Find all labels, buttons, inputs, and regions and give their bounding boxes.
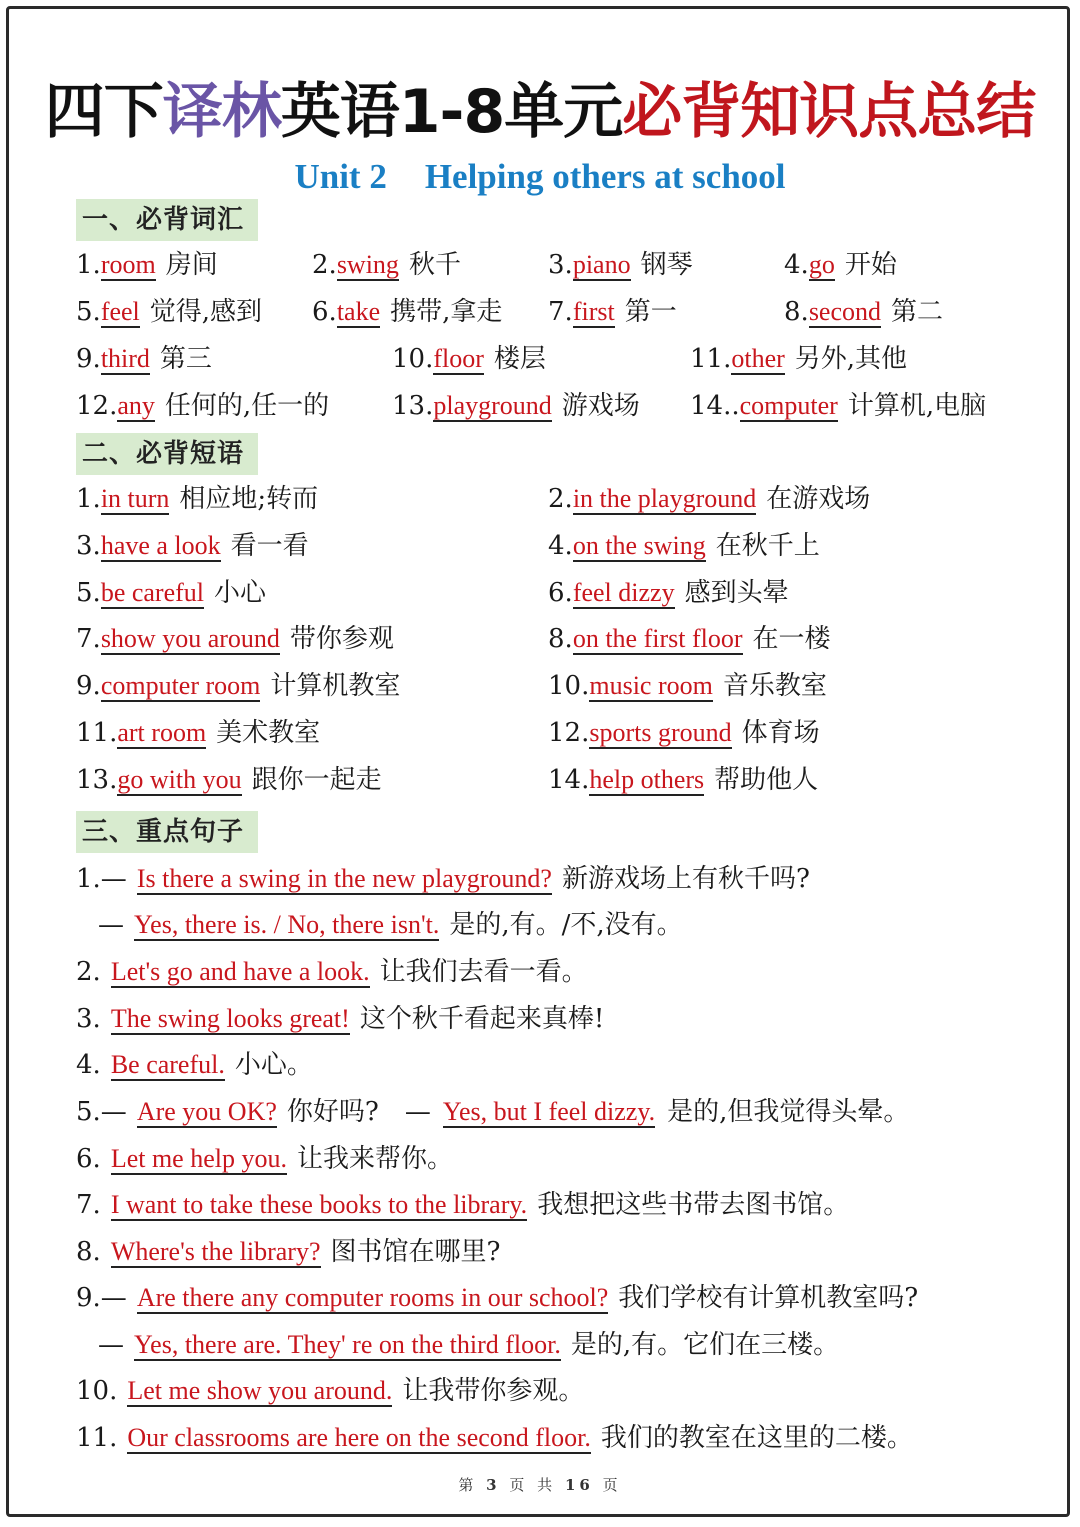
item-number: 9.— — [76, 1283, 127, 1313]
vocab-item — [76, 339, 212, 379]
footer-mid: 页 共 — [509, 1476, 557, 1494]
item-number: 6. — [548, 577, 573, 608]
item-english: Our classrooms are here on the second floor. — [127, 1423, 591, 1452]
item-chinese: 是的,有。它们在三楼。 — [570, 1330, 840, 1360]
item-number: 5.— — [76, 1097, 127, 1127]
item-chinese: 让我们去看一看。 — [379, 957, 588, 987]
item-english: on the swing — [572, 530, 706, 560]
section-vocab-heading: 一、必背词汇 — [76, 199, 258, 241]
title-grade: 四下 — [44, 77, 163, 147]
sentence-item — [76, 1092, 909, 1132]
item-english: Let me help you. — [110, 1144, 287, 1173]
item-english: any — [117, 391, 155, 420]
item-chinese: 开始 — [844, 250, 897, 280]
footer-page-number: 3 — [486, 1476, 501, 1494]
sentence-item — [76, 999, 604, 1039]
item-chinese: 另外,其他 — [794, 344, 908, 374]
item-english: on the first floor — [572, 624, 743, 654]
phrase-item — [548, 619, 831, 659]
item-number: 13. — [76, 764, 118, 795]
item-chinese: 这个秋千看起来真棒! — [359, 1004, 605, 1034]
item-chinese: 小心 — [214, 577, 267, 608]
item-english: Let me show you around. — [127, 1376, 393, 1405]
item-number: 6. — [312, 297, 337, 327]
item-number: — — [98, 910, 124, 940]
item-chinese: 游戏场 — [561, 391, 640, 421]
item-number: 10. — [548, 671, 590, 702]
phrase-item — [76, 760, 382, 800]
item-number: 8. — [548, 624, 573, 655]
item-chinese: 美术教室 — [216, 718, 321, 748]
item-number: 11. — [76, 718, 118, 748]
sentence-item — [76, 1185, 849, 1225]
item-number: 14.. — [690, 391, 740, 421]
item-chinese: 小心。 — [234, 1050, 313, 1080]
item-english: sports ground — [589, 718, 732, 747]
unit-number: Unit 2 — [294, 157, 387, 196]
item-number: 7. — [76, 624, 101, 655]
sentence-item — [76, 952, 588, 992]
item-chinese: 体育场 — [741, 718, 820, 748]
item-chinese: 让我来帮你。 — [297, 1144, 454, 1174]
sentence-item — [76, 1139, 453, 1179]
item-english: show you around — [100, 624, 280, 654]
sentence-item — [76, 1278, 918, 1318]
vocab-item — [548, 292, 677, 332]
item-number: — — [404, 1097, 431, 1127]
sentence-item — [98, 1325, 839, 1365]
phrase-item — [548, 760, 818, 800]
item-english: playground — [433, 391, 552, 420]
item-english: computer — [739, 391, 838, 420]
vocab-item — [392, 339, 546, 379]
footer-pre: 第 — [458, 1476, 478, 1494]
item-chinese: 携带,拿走 — [390, 297, 503, 327]
phrase-item — [76, 526, 309, 566]
item-chinese: 计算机,电脑 — [847, 391, 987, 421]
item-english: third — [100, 344, 150, 373]
item-number: 8. — [76, 1237, 101, 1267]
phrase-item — [548, 573, 789, 613]
item-number: 2. — [548, 484, 573, 514]
item-number: 3. — [76, 1004, 101, 1034]
item-chinese: 图书馆在哪里? — [330, 1237, 501, 1267]
item-chinese: 第二 — [891, 297, 944, 327]
item-number: 14. — [548, 764, 590, 795]
item-number: — — [98, 1330, 124, 1360]
item-number: 4. — [76, 1050, 101, 1080]
phrase-item — [548, 479, 870, 519]
item-english: I want to take these books to the library. — [110, 1190, 528, 1219]
sentence-item — [76, 1371, 584, 1411]
item-chinese: 帮助他人 — [714, 764, 819, 795]
item-number: 12. — [548, 718, 590, 748]
item-chinese: 觉得,感到 — [149, 297, 263, 327]
item-chinese: 带你参观 — [289, 624, 394, 655]
item-number: 2. — [312, 250, 337, 280]
item-number: 12. — [76, 391, 118, 421]
item-chinese: 在秋千上 — [715, 530, 820, 561]
item-chinese: 相应地;转而 — [179, 484, 319, 514]
item-english: second — [808, 297, 882, 326]
title-subject: 英语1-8单元 — [280, 77, 623, 147]
item-english: Yes, there is. / No, there isn't. — [134, 910, 440, 939]
sentence-item — [76, 859, 810, 899]
item-english: Let's go and have a look. — [110, 957, 370, 986]
item-english: Where's the library? — [110, 1237, 321, 1266]
item-chinese: 秋千 — [408, 250, 461, 280]
sentence-item — [76, 1045, 313, 1085]
item-number: 10. — [76, 1376, 118, 1406]
item-chinese: 房间 — [165, 250, 218, 280]
item-english: computer room — [100, 671, 261, 701]
vocab-item — [392, 386, 640, 426]
phrase-item — [76, 479, 318, 519]
item-number: 7. — [548, 297, 573, 327]
item-chinese: 让我带你参观。 — [402, 1376, 585, 1406]
sentence-item — [98, 905, 683, 945]
item-english: Be careful. — [110, 1050, 225, 1079]
item-english: Is there a swing in the new playground? — [136, 864, 552, 893]
item-english: Are there any computer rooms in our school? — [136, 1283, 609, 1312]
item-english: in turn — [100, 484, 170, 513]
item-chinese: 第一 — [624, 297, 677, 327]
item-english: in the playground — [572, 484, 757, 513]
item-english: Are you OK? — [136, 1097, 277, 1126]
item-number: 1.— — [76, 864, 127, 894]
item-chinese: 你好吗? — [286, 1097, 379, 1127]
vocab-item — [312, 245, 461, 285]
title-publisher: 译林 — [162, 77, 281, 147]
item-number: 4. — [548, 530, 573, 561]
item-number: 10. — [392, 344, 434, 374]
item-english: help others — [589, 764, 705, 794]
phrase-item — [548, 526, 820, 566]
item-english: swing — [336, 250, 399, 279]
item-english: music room — [589, 671, 713, 701]
item-number: 2. — [76, 957, 101, 987]
footer-total-pages: 16 — [564, 1476, 594, 1494]
item-chinese: 楼层 — [493, 344, 546, 374]
vocab-item — [312, 292, 502, 332]
item-english: other — [731, 344, 785, 373]
page-footer — [0, 1474, 1080, 1495]
item-number: 11. — [76, 1423, 118, 1453]
item-english: piano — [572, 250, 631, 279]
vocab-item — [76, 386, 329, 426]
item-number: 13. — [392, 391, 434, 421]
phrase-item — [76, 619, 394, 659]
phrase-item — [548, 713, 820, 753]
section-phrases-heading: 二、必背短语 — [76, 433, 258, 475]
title-summary: 必背知识点总结 — [622, 77, 1036, 147]
page-title — [0, 72, 1080, 152]
item-number: 3. — [548, 250, 573, 280]
item-english: feel — [100, 297, 140, 326]
item-chinese: 我想把这些书带去图书馆。 — [537, 1190, 850, 1220]
item-chinese: 我们的教室在这里的二楼。 — [600, 1423, 913, 1453]
sentence-item — [76, 1232, 500, 1272]
item-chinese: 是的,但我觉得头晕。 — [667, 1097, 910, 1127]
unit-name: Helping others at school — [424, 157, 786, 196]
item-chinese: 在游戏场 — [766, 484, 871, 514]
phrase-item — [76, 573, 266, 613]
vocab-item — [548, 245, 693, 285]
item-chinese: 感到头晕 — [684, 577, 789, 608]
sentence-item — [76, 1418, 913, 1458]
vocab-item — [76, 245, 218, 285]
item-chinese: 音乐教室 — [722, 671, 827, 702]
phrase-item — [548, 666, 827, 706]
item-english: Yes, there are. They' re on the third floor. — [134, 1330, 561, 1359]
item-english: first — [572, 297, 615, 326]
item-number: 5. — [76, 297, 101, 327]
item-number: 6. — [76, 1144, 101, 1174]
vocab-item — [690, 339, 907, 379]
item-english: be careful — [100, 577, 205, 607]
item-english: The swing looks great! — [110, 1004, 350, 1033]
item-english: have a look — [100, 530, 221, 560]
item-number: 9. — [76, 344, 101, 374]
item-english: Yes, but I feel dizzy. — [442, 1097, 656, 1126]
item-number: 3. — [76, 530, 101, 561]
phrase-item — [76, 666, 400, 706]
vocab-item — [784, 245, 897, 285]
item-number: 4. — [784, 250, 809, 280]
item-chinese: 我们学校有计算机教室吗? — [618, 1283, 919, 1313]
item-chinese: 是的,有。/不,没有。 — [449, 910, 683, 940]
item-chinese: 新游戏场上有秋千吗? — [561, 864, 810, 894]
item-number: 11. — [690, 344, 732, 374]
item-number: 5. — [76, 577, 101, 608]
item-chinese: 计算机教室 — [270, 671, 401, 702]
item-number: 8. — [784, 297, 809, 327]
item-chinese: 任何的,任一的 — [164, 391, 330, 421]
vocab-item — [690, 386, 986, 426]
unit-heading — [0, 152, 1080, 202]
footer-post: 页 — [602, 1476, 622, 1494]
item-english: art room — [117, 718, 207, 747]
item-number: 9. — [76, 671, 101, 702]
item-english: room — [100, 250, 156, 279]
item-number: 1. — [76, 484, 101, 514]
section-sentences-heading: 三、重点句子 — [76, 811, 258, 853]
item-number: 7. — [76, 1190, 101, 1220]
vocab-item — [784, 292, 943, 332]
item-english: go with you — [117, 764, 242, 794]
item-chinese: 在一楼 — [752, 624, 831, 655]
item-chinese: 钢琴 — [640, 250, 693, 280]
item-english: take — [336, 297, 381, 326]
item-english: feel dizzy — [572, 577, 675, 607]
item-chinese: 第三 — [159, 344, 212, 374]
item-chinese: 跟你一起走 — [251, 764, 382, 795]
phrase-item — [76, 713, 320, 753]
item-chinese: 看一看 — [230, 530, 309, 561]
item-number: 1. — [76, 250, 101, 280]
item-english: floor — [433, 344, 484, 373]
item-english: go — [808, 250, 835, 279]
vocab-item — [76, 292, 262, 332]
